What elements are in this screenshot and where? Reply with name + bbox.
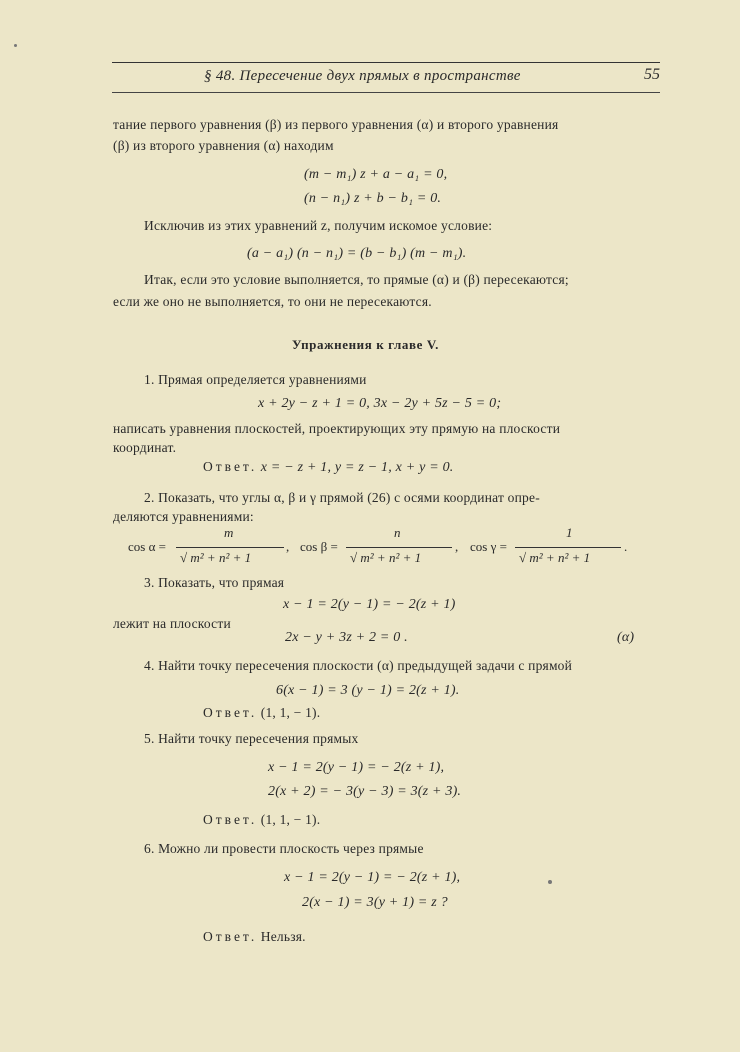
exercise-6: 6. Можно ли провести плоскость через прямые [144, 841, 424, 856]
fraction-bar [346, 547, 452, 548]
fraction-numerator: 1 [566, 525, 573, 540]
answer-4 [203, 705, 320, 721]
cos-alpha-label: cos α = [128, 539, 166, 554]
equation: 2(x − 1) = 3(y + 1) = z ? [302, 895, 448, 910]
paragraph-line: тание первого уравнения (β) из первого уравнения (α) и второго уравнения [113, 117, 559, 132]
answer-label: Ответ. [203, 929, 258, 944]
exercise-1: 1. Прямая определяется уравнениями [144, 372, 367, 387]
paragraph-line: деляются уравнениями: [113, 509, 254, 524]
exercise-3: 3. Показать, что прямая [144, 575, 285, 590]
equation: 2x − y + 3z + 2 = 0 . [285, 630, 408, 645]
paragraph-line: если же оно не выполняется, то они не пересекаются. [113, 294, 432, 309]
separator: , [286, 539, 290, 554]
equation: x − 1 = 2(y − 1) = − 2(z + 1), [268, 760, 445, 775]
fraction-numerator: n [394, 525, 401, 540]
equation: 6(x − 1) = 3 (y − 1) = 2(z + 1). [276, 683, 460, 698]
equation: 2(x + 2) = − 3(y − 3) = 3(z + 3). [268, 784, 462, 799]
equation: (a − a₁) (n − n₁) = (b − b₁) (m − m₁). [247, 246, 467, 261]
separator: . [624, 539, 628, 554]
answer-6 [203, 929, 306, 945]
answer-value: (1, 1, − 1). [260, 705, 321, 720]
paragraph-line: Итак, если это условие выполняется, то прямые (α) и (β) пересекаются; [144, 272, 569, 287]
fraction-bar [515, 547, 621, 548]
answer-label: Ответ. [203, 459, 258, 474]
paragraph-line: Исключив из этих уравнений z, получим искомое условие: [144, 218, 493, 233]
header-rule-bottom [112, 92, 660, 93]
equation-tag: (α) [617, 630, 635, 645]
answer-5 [203, 812, 320, 828]
answer-1 [203, 459, 453, 476]
separator: , [455, 539, 459, 554]
paragraph-line: координат. [113, 440, 177, 455]
fraction-denominator: √ m² + n² + 1 [180, 550, 252, 565]
answer-label: Ответ. [203, 812, 258, 827]
section-title: § 48. Пересечение двух прямых в пространстве [204, 68, 521, 84]
exercises-heading: Упражнения к главе V. [292, 337, 440, 352]
page-number: 55 [644, 66, 660, 83]
equation: (n − n₁) z + b − b₁ = 0. [304, 191, 442, 206]
cos-beta-label: cos β = [300, 539, 338, 554]
equation: x − 1 = 2(y − 1) = − 2(z + 1), [284, 870, 461, 885]
ink-speck [14, 44, 17, 47]
answer-label: Ответ. [203, 705, 258, 720]
fraction-denominator: √ m² + n² + 1 [519, 550, 591, 565]
cos-gamma-label: cos γ = [470, 539, 507, 554]
paragraph-line: (β) из второго уравнения (α) находим [113, 138, 334, 153]
ink-speck [548, 880, 552, 884]
fraction-denominator: √ m² + n² + 1 [350, 550, 422, 565]
equation: x − 1 = 2(y − 1) = − 2(z + 1) [283, 597, 456, 612]
exercise-2: 2. Показать, что углы α, β и γ прямой (26) с осями координат опре- [144, 490, 540, 505]
exercise-5: 5. Найти точку пересечения прямых [144, 731, 359, 746]
equation: (m − m₁) z + a − a₁ = 0, [304, 167, 448, 182]
answer-value: x = − z + 1, y = z − 1, x + y = 0. [260, 460, 454, 475]
fraction-numerator: m [224, 525, 234, 540]
equation: x + 2y − z + 1 = 0, 3x − 2y + 5z − 5 = 0; [258, 396, 502, 411]
answer-value: (1, 1, − 1). [260, 812, 321, 827]
paragraph-line: написать уравнения плоскостей, проектирующих эту прямую на плоскости [113, 421, 561, 436]
fraction-bar [176, 547, 284, 548]
paragraph-line: лежит на плоскости [113, 616, 231, 631]
exercise-4: 4. Найти точку пересечения плоскости (α) предыдущей задачи с прямой [144, 658, 573, 673]
answer-value: Нельзя. [260, 929, 306, 944]
header-rule-top [112, 62, 660, 63]
